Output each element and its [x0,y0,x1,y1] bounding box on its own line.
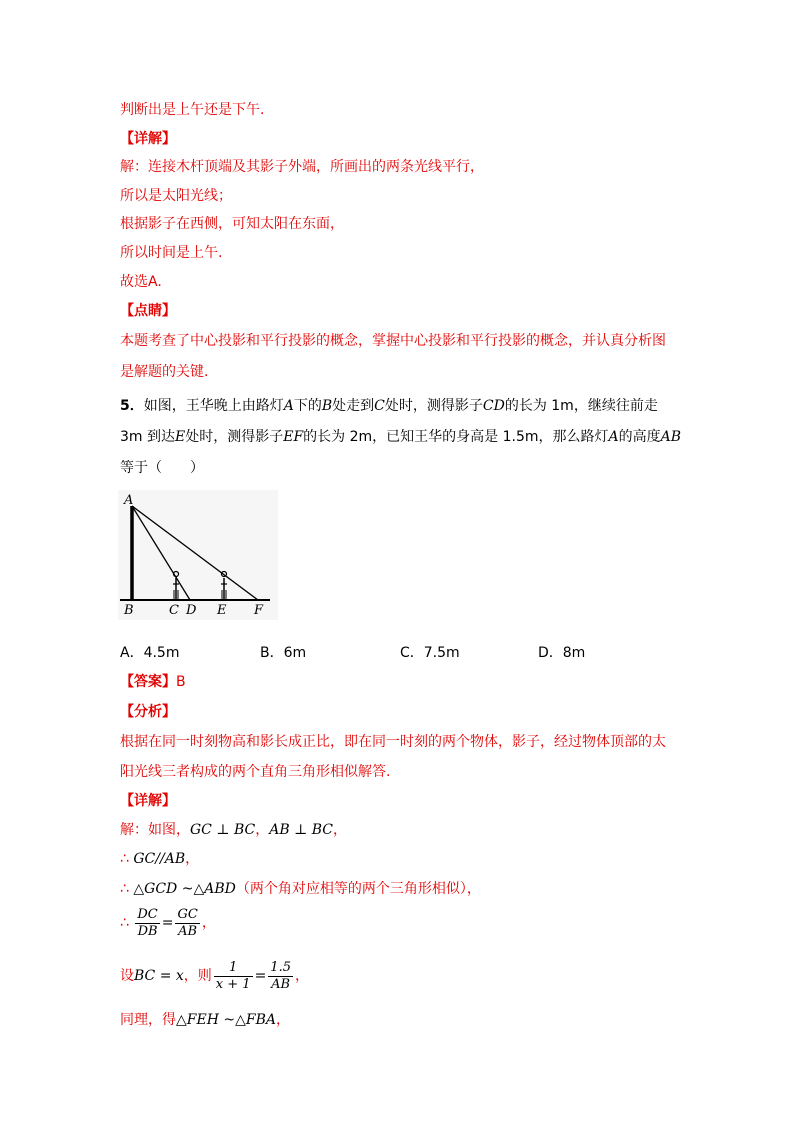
math-var: C [374,398,385,414]
fraction-dc-db [135,907,159,940]
math-expression: BC = x [134,968,184,984]
therefore-symbol: ∴ [120,881,129,897]
denominator: AB [178,923,198,939]
math-expression: △FEH ~△FBA [176,1012,276,1028]
math-var: B [321,398,333,414]
therefore-symbol: ∴ [120,915,129,931]
solution-line [120,820,347,840]
solution-line [120,849,199,869]
section-heading: 【分析】 [120,704,176,720]
solution-text: ， [185,851,200,867]
math-var: EF [283,429,304,445]
question-text: 处时，测得影子 [384,398,483,414]
question-number: 5． [120,398,144,414]
text-line: 根据在同一时刻物高和影长成正比，即在同一时刻的两个物体，影子，经过物体顶部的太 [120,734,666,750]
math-var: A [283,398,294,414]
question-text: 处走到 [332,398,375,414]
question-text: 3m 到达 [120,429,175,445]
question-text: 的长为 2m，已知王华的身高是 1.5m，那么路灯 [303,429,609,445]
numerator: 1.5 [270,959,291,975]
question-line [120,427,681,447]
text-line: 阳光线三者构成的两个直角三角形相似解答. [120,764,391,780]
option-c: C．7.5m [400,645,460,661]
math-var: A [608,429,619,445]
solution-line [120,879,481,899]
option-d: D．8m [538,645,586,661]
numerator: DC [137,906,158,922]
solution-text: 同理，得 [120,1012,176,1028]
equals-sign: = [254,968,267,984]
point-label-d: D [186,603,197,618]
text-line: 根据影子在西侧，可知太阳在东面， [120,216,344,232]
option-b: B．6m [260,645,307,661]
point-label-e: E [217,603,227,618]
math-expression: AB ⊥ BC [269,822,333,838]
question-text: 的高度 [618,429,661,445]
text-line: 所以是太阳光线； [120,188,232,204]
math-var: AB [660,429,682,445]
point-label-c: C [169,603,179,618]
solution-text: （两个角对应相等的两个三角形相似）， [235,881,481,897]
question-text: 处时，测得影子 [185,429,284,445]
denominator: x + 1 [215,976,251,992]
numerator: GC [177,906,198,922]
solution-text: ， [255,822,270,838]
point-label-f: F [254,603,264,618]
solution-text: 设 [120,968,134,984]
point-label-b: B [124,603,134,618]
answer-label: 【答案】 [120,674,176,690]
text-line: 解：连接木杆顶端及其影子外端，所画出的两条光线平行， [120,159,484,175]
geometry-figure [118,490,278,620]
question-text: 的长为 1m，继续往前走 [504,398,658,414]
solution-text: ， [332,822,347,838]
text-line: 是解题的关键. [120,364,209,380]
denominator: DB [137,923,158,939]
math-expression: GC ⊥ BC [190,822,256,838]
question-line: 等于（ ） [120,460,204,476]
text-line: 判断出是上午还是下午. [120,102,265,118]
section-heading: 【点睛】 [120,303,176,319]
math-expression: GC//AB [133,851,186,867]
section-heading: 【详解】 [120,131,176,147]
text-line: 本题考查了中心投影和平行投影的概念，掌握中心投影和平行投影的概念，并认真分析图 [120,333,666,349]
solution-text: ， [275,1012,290,1028]
text-line: 故选A. [120,274,162,290]
solution-text: ， [201,915,216,931]
solution-text: 解：如图， [120,822,190,838]
question-text: 如图，王华晚上由路灯 [143,398,284,414]
answer-value: B [176,674,186,690]
therefore-symbol: ∴ [120,851,129,867]
equals-sign: = [161,915,174,931]
question-line [120,396,658,416]
math-var: E [175,429,186,445]
solution-text: ，则 [183,968,212,984]
option-a: A．4.5m [120,645,180,661]
fraction-gc-ab [175,907,199,940]
solution-line [120,905,216,941]
numerator: 1 [214,960,253,977]
math-expression: △GCD ~△ABD [133,881,236,897]
answer-line [120,672,186,692]
question-text: 下的 [293,398,322,414]
fraction-one-over-x-plus-one [214,960,253,993]
solution-text: ， [294,968,309,984]
fraction-height-over-ab [268,960,293,993]
solution-line [120,1010,290,1030]
math-var: CD [482,398,505,414]
text-line: 所以时间是上午. [120,245,223,261]
section-heading: 【详解】 [120,793,176,809]
solution-line [120,958,309,994]
point-label-a: A [124,493,134,508]
denominator: AB [271,976,291,992]
